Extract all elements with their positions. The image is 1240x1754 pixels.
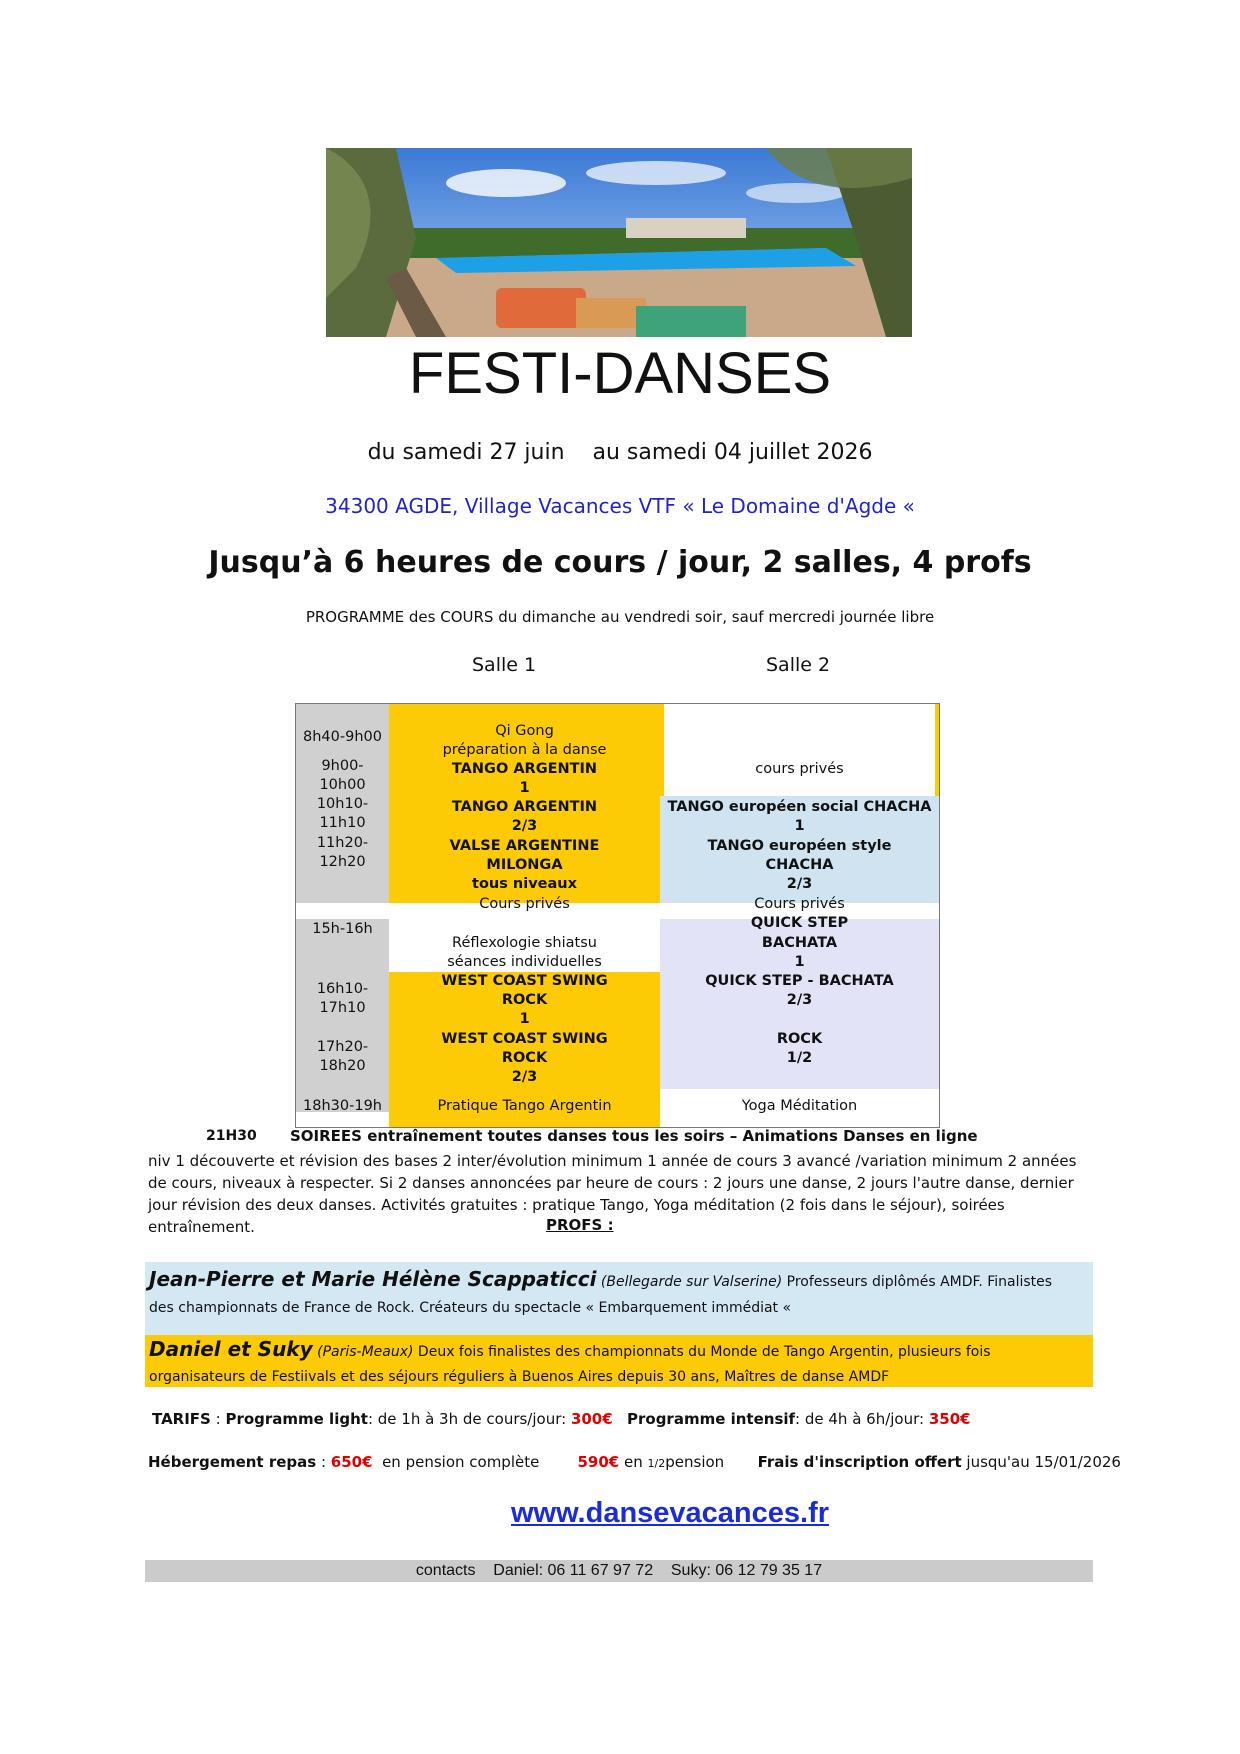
- event-dates: du samedi 27 juin au samedi 04 juillet 2026: [367, 440, 873, 465]
- pratique-tango: Pratique Tango Argentin: [437, 1098, 612, 1114]
- cours-prives: Cours privés: [479, 896, 570, 912]
- yoga-meditation: Yoga Méditation: [741, 1098, 858, 1114]
- tarifs-label: TARIFS: [152, 1410, 211, 1428]
- time-slot: 12h20: [319, 854, 366, 870]
- hebergement-label: Hébergement repas: [148, 1453, 317, 1471]
- full-text: en pension complète: [382, 1453, 540, 1471]
- time-slot: 10h00: [319, 777, 366, 793]
- inscription-label: Frais d'inscription offert: [757, 1453, 962, 1471]
- intensif-text: : de 4h à 6h/jour:: [795, 1410, 929, 1428]
- pool-photo: [326, 148, 912, 337]
- course-bachata: BACHATA: [761, 935, 838, 951]
- contacts-bar: contacts Daniel: 06 11 67 97 72 Suky: 06 12 79 35 17: [145, 1560, 1093, 1582]
- prof-card: [145, 1335, 1093, 1387]
- page-title: FESTI-DANSES: [408, 341, 832, 406]
- cours-prives-matin: cours privés: [755, 761, 844, 777]
- course-level: 1: [519, 1011, 530, 1027]
- course-qigong: Qi Gong: [495, 723, 554, 739]
- levels-line: jour révision des deux danses. Activités gratuites : pratique Tango, Yoga méditation (2 fois dans le séjour), soirées: [148, 1196, 1005, 1214]
- soiree-title: SOIREES entraînement toutes danses tous les soirs – Animations Danses en ligne: [290, 1127, 978, 1145]
- light-price: 300€: [570, 1410, 613, 1428]
- programme-note: PROGRAMME des COURS du dimanche au vendredi soir, sauf mercredi journée libre: [305, 608, 935, 626]
- course-west-coast-swing-23: WEST COAST SWING: [441, 1031, 608, 1047]
- intensif-label: Programme intensif: [627, 1410, 796, 1428]
- time-slot: 8h40-9h00: [303, 729, 382, 745]
- time-slot: 17h20-: [316, 1039, 369, 1055]
- time-slot: 18h20: [319, 1058, 366, 1074]
- course-level: tous niveaux: [472, 876, 577, 892]
- course-tango-europeen-style: TANGO européen style: [707, 838, 892, 854]
- half-text: pension: [665, 1453, 725, 1471]
- course-level: 1: [794, 954, 805, 970]
- cours-prives-apres-midi: Cours privés: [754, 896, 845, 912]
- time-slot: 16h10-: [316, 981, 369, 997]
- prof-location: (Paris-Meaux): [317, 1344, 414, 1360]
- prof-desc: Deux fois finalistes des championnats du Monde de Tango Argentin, plusieurs fois: [413, 1344, 991, 1360]
- course-valse-argentine: VALSE ARGENTINE: [449, 838, 600, 854]
- course-rock: ROCK: [501, 1050, 548, 1066]
- course-rock: ROCK: [776, 1031, 823, 1047]
- full-price: 650€: [330, 1453, 373, 1471]
- light-text: : de 1h à 3h de cours/jour:: [367, 1410, 571, 1428]
- levels-line: niv 1 découverte et révision des bases 2 inter/évolution minimum 1 année de cours 3 avancé /variation minimum 2 années: [148, 1152, 1077, 1170]
- course-level: 2/3: [511, 818, 538, 834]
- prof-location: (Bellegarde sur Valserine): [600, 1274, 783, 1290]
- intensif-price: 350€: [928, 1410, 971, 1428]
- prof-desc: Professeurs diplômés AMDF. Finalistes: [782, 1274, 1053, 1290]
- course-west-coast-swing-1: WEST COAST SWING: [441, 973, 608, 989]
- levels-line: de cours, niveaux à respecter. Si 2 danses annoncées par heure de cours : 2 jours une danse, 2 jours l'autre danse, dernier: [148, 1174, 1074, 1192]
- course-tango-europeen-social: TANGO européen social CHACHA: [667, 799, 932, 815]
- course-level: 2/3: [511, 1069, 538, 1085]
- salle2-column: [660, 704, 939, 1127]
- course-quick-step: QUICK STEP: [750, 915, 849, 931]
- schedule-table: [295, 703, 940, 1128]
- levels-line: entraînement.: [148, 1218, 255, 1236]
- hebergement-line: Hébergement repas : 650€ en pension complète 590€ en 1/2pension Frais d'inscription offert jusqu'au 15/01/2026: [148, 1453, 1121, 1471]
- time-slot: 15h-16h: [312, 921, 373, 937]
- tarifs-line: TARIFS : Programme light: de 1h à 3h de cours/jour: 300€ Programme intensif: de 4h à 6h/jour: 350€: [152, 1410, 971, 1428]
- half-price: 590€: [577, 1453, 620, 1471]
- salle1-column: [389, 704, 660, 1127]
- time-slot: 11h10: [319, 815, 366, 831]
- course-quick-step-bachata: QUICK STEP - BACHATA: [705, 973, 894, 989]
- half-text: en: [624, 1453, 648, 1471]
- course-level: 1/2: [786, 1050, 813, 1066]
- reflexologie: Réflexologie shiatsu: [452, 935, 597, 951]
- prof-name: Jean-Pierre et Marie Hélène Scappaticci: [149, 1267, 597, 1291]
- half-fraction: 1/2: [647, 1457, 666, 1470]
- course-level: 1: [794, 818, 805, 834]
- website-link[interactable]: www.dansevacances.fr: [510, 1497, 830, 1529]
- prof-card: [145, 1262, 1093, 1336]
- time-column: [296, 704, 389, 1127]
- course-level: 1: [519, 780, 530, 796]
- soiree-time: 21H30: [206, 1128, 257, 1144]
- inscription-text: jusqu'au 15/01/2026: [961, 1453, 1121, 1471]
- time-slot: 11h20-: [316, 835, 369, 851]
- profs-label: PROFS :: [546, 1216, 614, 1234]
- event-place: 34300 AGDE, Village Vacances VTF « Le Domaine d'Agde «: [325, 494, 915, 518]
- prof-desc: organisateurs de Festiivals et des séjours réguliers à Buenos Aires depuis 30 ans, Maîtres de danse AMDF: [149, 1369, 890, 1385]
- prof-name: Daniel et Suky: [149, 1337, 313, 1361]
- time-slot: 18h30-19h: [303, 1098, 382, 1114]
- levels-description: [148, 1150, 1088, 1238]
- course-level: 2/3: [786, 992, 813, 1008]
- course-level: 2/3: [786, 876, 813, 892]
- salle1-heading: Salle 1: [472, 654, 537, 676]
- course-milonga: MILONGA: [486, 857, 563, 873]
- time-slot: 9h00-: [321, 758, 364, 774]
- course-tango-argentin-1: TANGO ARGENTIN: [451, 761, 598, 777]
- pool-photo-illustration: [326, 148, 912, 337]
- reflexologie-sub: séances individuelles: [447, 954, 602, 970]
- course-tango-argentin-23: TANGO ARGENTIN: [451, 799, 598, 815]
- headline: Jusqu’à 6 heures de cours / jour, 2 salles, 4 profs: [208, 545, 1032, 580]
- course-chacha: CHACHA: [765, 857, 834, 873]
- salle2-heading: Salle 2: [766, 654, 831, 676]
- prof-desc: des championnats de France de Rock. Créateurs du spectacle « Embarquement immédiat «: [149, 1300, 792, 1316]
- time-slot: 17h10: [319, 1000, 366, 1016]
- course-qigong-sub: préparation à la danse: [442, 742, 607, 758]
- course-rock: ROCK: [501, 992, 548, 1008]
- time-slot: 10h10-: [316, 796, 369, 812]
- light-label: Programme light: [225, 1410, 368, 1428]
